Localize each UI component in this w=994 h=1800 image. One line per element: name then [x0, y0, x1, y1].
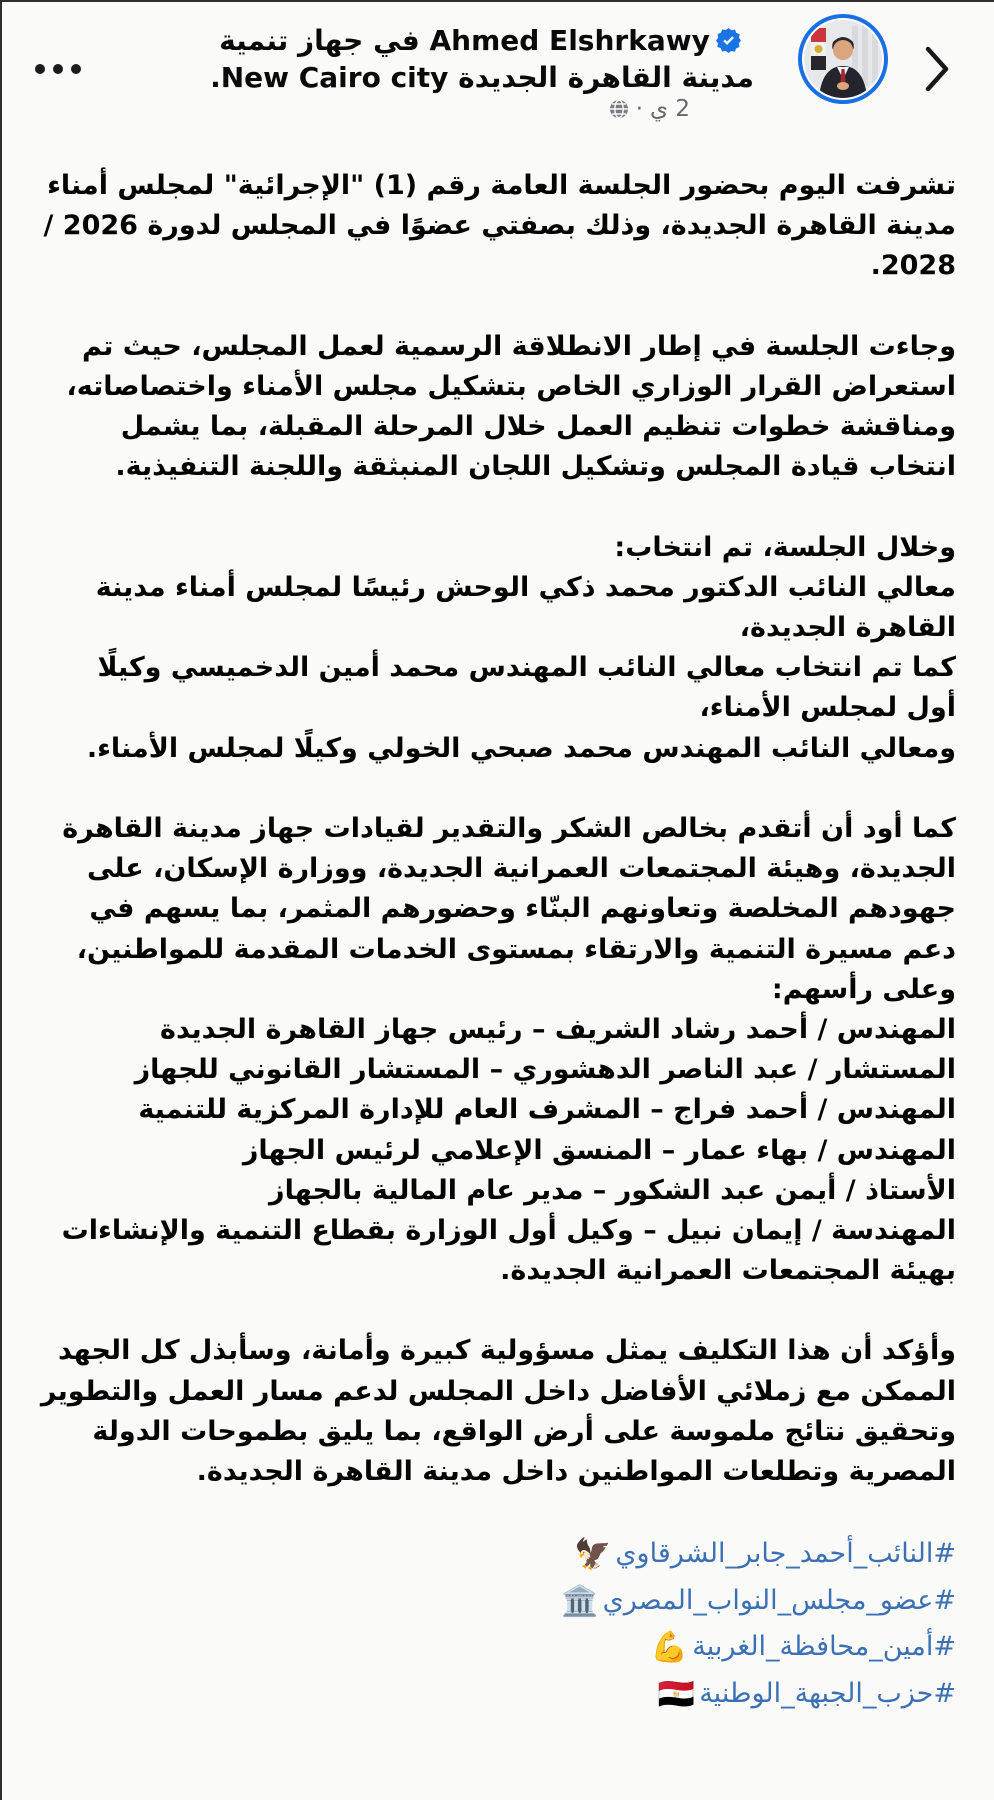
hashtag-link[interactable]: #أمين_محافظة_الغربية: [692, 1631, 956, 1663]
hashtag-link[interactable]: #النائب_أحمد_جابر_الشرقاوي: [615, 1538, 956, 1570]
chevron-right-icon[interactable]: [922, 44, 952, 98]
hashtag-row: [40, 1532, 956, 1579]
hashtag-row: [40, 1625, 956, 1672]
post-paragraph: تشرفت اليوم بحضور الجلسة العامة رقم (1) "الإجرائية" لمجلس أمناء مدينة القاهرة الجديدة، وذلك بصفتي عضوًا في المجلس لدورة 2026 / 2028.: [43, 170, 956, 282]
dot: [71, 64, 81, 74]
post-paragraph: وأؤكد أن هذا التكليف يمثل مسؤولية كبيرة وأمانة، وسأبذل كل الجهد الممكن مع زملائي الأفاضل داخل المجلس لدعم مسار العمل والتطوير وتحقيق نتائج ملموسة على أرض الواقع، بما يليق بطموحات الدولة المصرية وتطلعات المواطنين داخل مدينة القاهرة الجديدة.: [40, 1335, 956, 1488]
more-options-button[interactable]: [35, 64, 81, 74]
hashtag-link[interactable]: #حزب_الجبهة_الوطنية: [699, 1677, 956, 1709]
hashtag-row: [40, 1579, 956, 1626]
classical-building-emoji: 🏛️: [561, 1583, 599, 1619]
verified-badge-icon: [716, 25, 741, 50]
hashtag-link[interactable]: #عضو_مجلس_النواب_المصري: [602, 1584, 956, 1616]
globe-icon: [609, 99, 629, 119]
hashtag-block: [2, 1532, 994, 1718]
post-paragraph: وجاءت الجلسة في إطار الانطلاقة الرسمية لعمل المجلس، حيث تم استعراض القرار الوزاري الخاص بتشكيل مجلس الأمناء واختصاصاته، ومناقشة خطوات تنظيم العمل خلال المرحلة المقبلة، بما يشمل انتخاب قيادة المجلس وتشكيل اللجان المنبثقة واللجنة التنفيذية.: [66, 330, 956, 483]
post-paragraph: وخلال الجلسة، تم انتخاب: معالي النائب الدكتور محمد ذكي الوحش رئيسًا لمجلس أمناء مدينة القاهرة الجديدة، كما تم انتخاب معالي النائب المهندس محمد أمين الدخميسي وكيلًا أول لمجلس الأمناء، ومعالي النائب المهندس محمد صبحي الخولي وكيلًا لمجلس الأمناء.: [86, 531, 956, 764]
timestamp: 2 ي: [650, 96, 690, 122]
egypt-flag-emoji: 🇪🇬: [657, 1676, 696, 1712]
post-byline: [182, 22, 782, 96]
flexed-biceps-emoji: 💪: [650, 1630, 689, 1666]
post-context-link[interactable]: في جهاز تنمية مدينة القاهرة الجديدة New Cairo city.: [210, 24, 754, 94]
post-body: [2, 152, 994, 1492]
post-meta: [609, 96, 690, 122]
avatar[interactable]: [798, 14, 888, 104]
profile-name[interactable]: Ahmed Elshrkawy: [429, 24, 710, 57]
meta-separator: ·: [635, 96, 644, 122]
eagle-emoji: 🦅: [574, 1537, 612, 1573]
hashtag-row: [40, 1672, 956, 1719]
post-header: [2, 2, 994, 152]
dot: [35, 64, 45, 74]
dot: [53, 64, 63, 74]
post-paragraph: كما أود أن أتقدم بخالص الشكر والتقدير لقيادات جهاز مدينة القاهرة الجديدة، وهيئة المجتمعات العمرانية الجديدة، ووزارة الإسكان، على جهودهم المخلصة وتعاونهم البنّاء وحضورهم المثمر، بما يسهم في دعم مسيرة التنمية والارتقاء بمستوى الخدمات المقدمة للمواطنين، وعلى رأسهم: المهندس / أحمد رشاد الشريف – رئيس جهاز القاهرة الجديدة المستشار / عبد الناصر الدهشوري – المستشار القانوني للجهاز المهندس / أحمد فراج – المشرف العام للإدارة المركزية للتنمية المهندس / بهاء عمار – المنسق الإعلامي لرئيس الجهاز الأستاذ / أيمن عبد الشكور – مدير عام المالية بالجهاز المهندسة / إيمان نبيل – وكيل أول الوزارة بقطاع التنمية والإنشاءات بهيئة المجتمعات العمرانية الجديدة.: [61, 812, 956, 1287]
